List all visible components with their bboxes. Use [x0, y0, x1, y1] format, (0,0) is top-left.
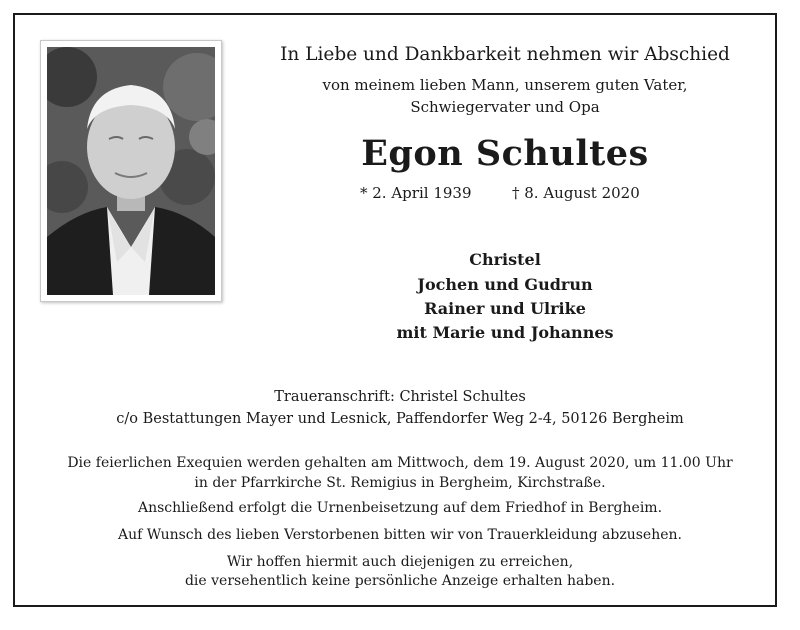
- intro-line-1: In Liebe und Dankbarkeit nehmen wir Abschied: [280, 44, 730, 65]
- burial-info: Anschließend erfolgt die Urnenbeisetzung auf dem Friedhof in Bergheim.: [137, 500, 663, 516]
- dress-wish: Auf Wunsch des lieben Verstorbenen bitten wir von Trauerkleidung abzusehen.: [118, 527, 682, 543]
- deceased-name: Egon Schultes: [361, 133, 649, 174]
- mourner-name: Rainer und Ulrike: [424, 299, 586, 318]
- intro-line-3: Schwiegervater und Opa: [410, 98, 600, 116]
- portrait-photo: [40, 40, 222, 302]
- birth-date: * 2. April 1939: [360, 184, 472, 202]
- intro-line-2: von meinem lieben Mann, unserem guten Vater,: [322, 76, 688, 94]
- exequies-line-2: in der Pfarrkirche St. Remigius in Bergheim, Kirchstraße.: [194, 475, 606, 491]
- exequies-line-1: Die feierlichen Exequien werden gehalten am Mittwoch, dem 19. August 2020, um 11.00 Uhr: [67, 455, 733, 471]
- address-line-2: c/o Bestattungen Mayer und Lesnick, Paffendorfer Weg 2-4, 50126 Bergheim: [116, 411, 684, 427]
- closing-line-1: Wir hoffen hiermit auch diejenigen zu erreichen,: [226, 554, 574, 570]
- death-date: † 8. August 2020: [512, 184, 640, 202]
- address-line-1: Traueranschrift: Christel Schultes: [274, 389, 526, 405]
- closing-line-2: die versehentlich keine persönliche Anzeige erhalten haben.: [184, 573, 616, 589]
- portrait-image: [47, 47, 215, 295]
- mourner-name: Christel: [469, 250, 541, 269]
- mourner-name: Jochen und Gudrun: [417, 275, 593, 294]
- mourner-name: mit Marie und Johannes: [396, 323, 614, 342]
